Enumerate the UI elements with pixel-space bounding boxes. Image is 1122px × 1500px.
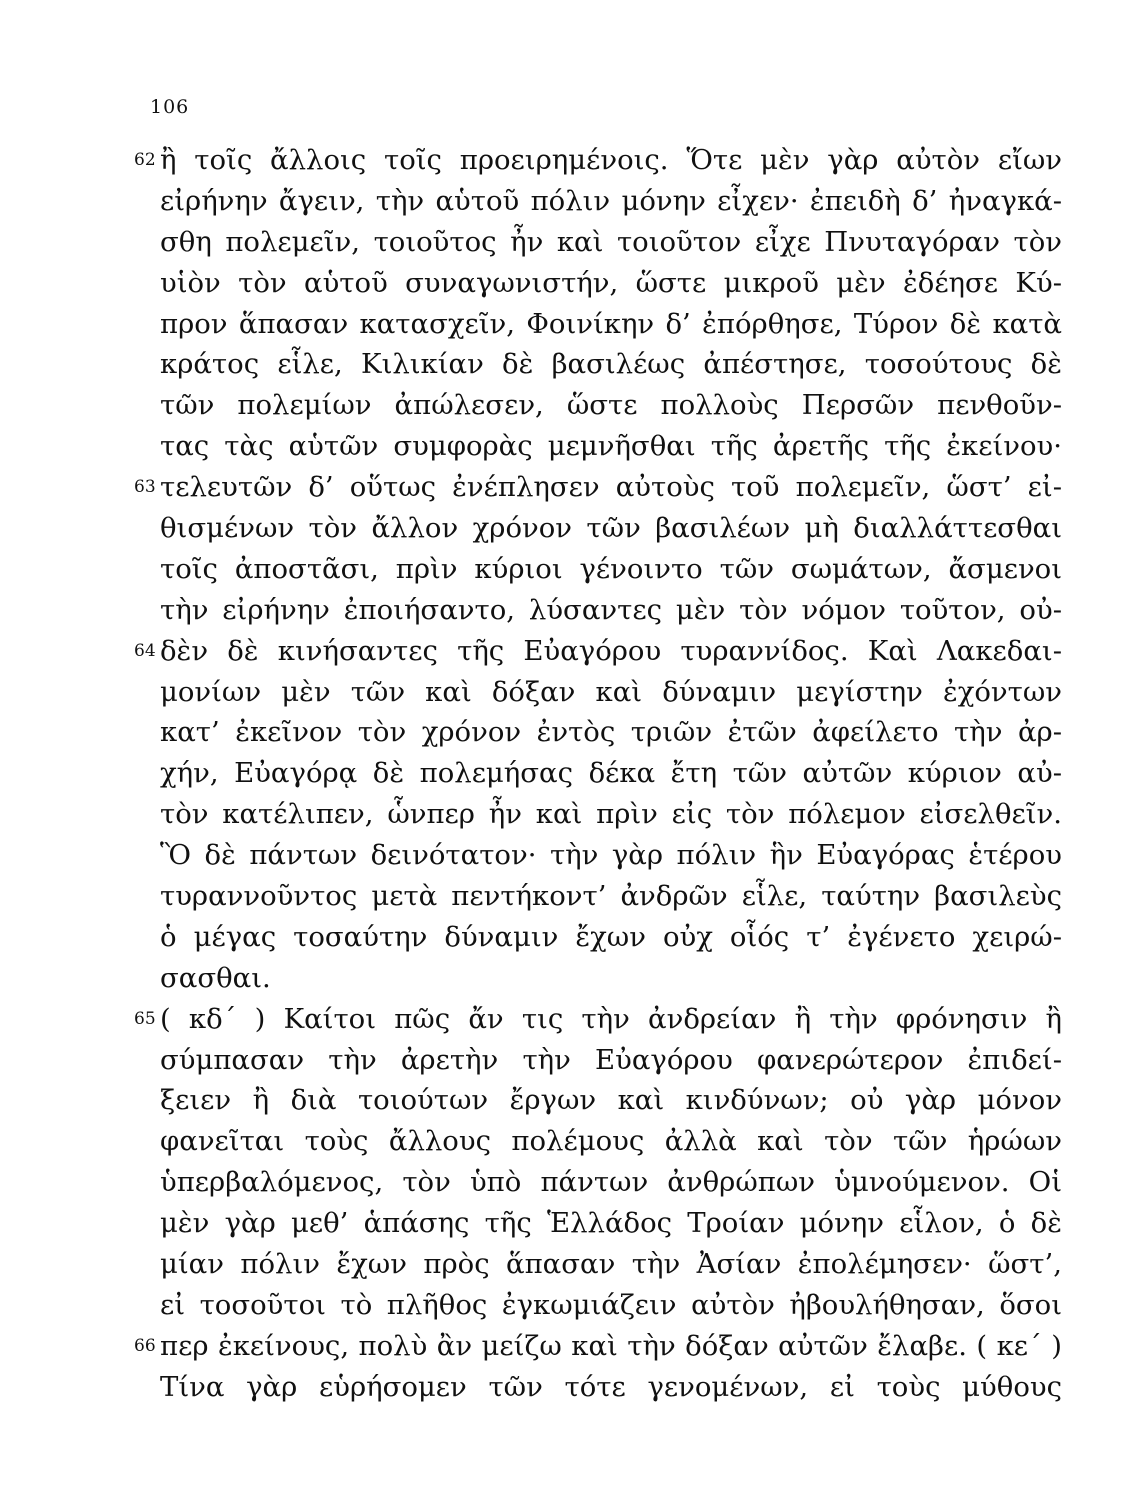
text-block [134,140,1062,1408]
section-number: 64 [134,640,156,661]
text-line [160,1080,1062,1121]
text-line [160,508,1062,549]
text-line [160,794,1062,835]
line-text: ξειεν ἢ διὰ τοιούτων ἔργων καὶ κινδύνων; οὐ γὰρ μόνον [160,1084,1062,1117]
text-line [160,1040,1062,1081]
line-text: ὁ μέγας τοσαύτην δύναμιν ἔχων οὐχ οἷός τ’ ἐγένετο χειρώ- [160,920,1062,953]
text-line [160,426,1062,467]
line-text: τελευτῶν δ’ οὕτως ἐνέπλησεν αὐτοὺς τοῦ πολεμεῖν, ὥστ’ εἰ- [160,471,1062,504]
text-line [160,304,1062,345]
line-text: ὑπερβαλόμενος, τὸν ὑπὸ πάντων ἀνθρώπων ὑμνούμενον. Οἱ [160,1166,1062,1199]
section-number: 63 [134,477,156,498]
line-text: προν ἅπασαν κατασχεῖν, Φοινίκην δ’ ἐπόρθησε, Τύρον δὲ κατὰ [160,307,1062,340]
line-text: φανεῖται τοὺς ἄλλους πολέμους ἀλλὰ καὶ τὸν τῶν ἡρώων [160,1125,1062,1158]
line-text: εἰρήνην ἄγειν, τὴν αὑτοῦ πόλιν μόνην εἶχεν· ἐπειδὴ δ’ ἠναγκά- [160,184,1062,217]
line-text: χήν, Εὐαγόρᾳ δὲ πολεμήσας δέκα ἔτη τῶν αὐτῶν κύριον αὐ- [160,757,1062,790]
line-text: δὲν δὲ κινήσαντες τῆς Εὐαγόρου τυραννίδος. Καὶ Λακεδαι- [160,634,1062,667]
line-text: σθη πολεμεῖν, τοιοῦτος ἦν καὶ τοιοῦτον εἶχε Πνυταγόραν τὸν [160,225,1062,258]
text-line [160,1244,1062,1285]
text-line [160,263,1062,304]
text-line [160,712,1062,753]
line-text: τῶν πολεμίων ἀπώλεσεν, ὥστε πολλοὺς Περσῶν πενθοῦν- [160,389,1062,422]
line-text: τὴν εἰρήνην ἐποιήσαντο, λύσαντες μὲν τὸν νόμον τοῦτον, οὐ- [160,593,1062,626]
text-line [160,1203,1062,1244]
text-line [134,140,1062,181]
text-line [160,590,1062,631]
text-line [160,222,1062,263]
text-line [160,835,1062,876]
line-text: κατ’ ἐκεῖνον τὸν χρόνον ἐντὸς τριῶν ἐτῶν ἀφείλετο τὴν ἀρ- [160,716,1062,749]
text-line [160,549,1062,590]
line-text: Τίνα γὰρ εὑρήσομεν τῶν τότε γενομένων, εἰ τοὺς μύθους [160,1370,1062,1403]
text-line [160,876,1062,917]
text-line [134,631,1062,672]
section-number: 65 [134,1008,156,1029]
text-line [160,917,1062,958]
line-text: εἰ τοσοῦτοι τὸ πλῆθος ἐγκωμιάζειν αὐτὸν ἠβουλήθησαν, ὅσοι [160,1288,1062,1321]
text-line [160,344,1062,385]
text-line [160,1367,1062,1408]
line-text: μίαν πόλιν ἔχων πρὸς ἅπασαν τὴν Ἀσίαν ἐπολέμησεν· ὥστ’, [160,1248,1062,1281]
text-line [134,999,1062,1040]
text-line [160,385,1062,426]
text-line [160,181,1062,222]
text-line [160,672,1062,713]
text-line [134,1326,1062,1367]
line-text: σασθαι. [160,961,271,994]
line-text: τοῖς ἀποστᾶσι, πρὶν κύριοι γένοιντο τῶν σωμάτων, ἄσμενοι [160,552,1062,585]
line-text: θισμένων τὸν ἄλλον χρόνον τῶν βασιλέων μὴ διαλλάττεσθαι [160,512,1062,545]
line-text: τας τὰς αὑτῶν συμφορὰς μεμνῆσθαι τῆς ἀρετῆς τῆς ἐκείνου· [160,430,1062,463]
line-text: σύμπασαν τὴν ἀρετὴν τὴν Εὐαγόρου φανερώτερον ἐπιδεί- [160,1043,1062,1076]
line-text: υἱὸν τὸν αὑτοῦ συναγωνιστήν, ὥστε μικροῦ μὲν ἐδέησε Κύ- [160,266,1062,299]
text-line [160,1121,1062,1162]
text-line [160,1162,1062,1203]
text-line [160,1285,1062,1326]
line-text: τὸν κατέλιπεν, ὧνπερ ἦν καὶ πρὶν εἰς τὸν πόλεμον εἰσελθεῖν. [160,798,1062,831]
text-line [160,958,1062,999]
line-text: μονίων μὲν τῶν καὶ δόξαν καὶ δύναμιν μεγίστην ἐχόντων [160,675,1062,708]
line-text: Ὃ δὲ πάντων δεινότατον· τὴν γὰρ πόλιν ἣν Εὐαγόρας ἑτέρου [160,839,1062,872]
line-text: τυραννοῦντος μετὰ πεντήκοντ’ ἀνδρῶν εἷλε, ταύτην βασιλεὺς [160,880,1062,913]
line-text: μὲν γὰρ μεθ’ ἁπάσης τῆς Ἑλλάδος Τροίαν μόνην εἷλον, ὁ δὲ [160,1207,1062,1240]
section-number: 62 [134,150,156,170]
text-line [160,753,1062,794]
line-text: κράτος εἷλε, Κιλικίαν δὲ βασιλέως ἀπέστησε, τοσούτους δὲ [160,348,1062,381]
page-number: 106 [150,96,190,118]
text-line [134,467,1062,508]
line-text: περ ἐκείνους, πολὺ ἂν μείζω καὶ τὴν δόξαν αὐτῶν ἔλαβε. ( κε΄ ) [160,1329,1062,1362]
section-number: 66 [134,1335,156,1356]
line-text: ἢ τοῖς ἄλλοις τοῖς προειρημένοις. Ὅτε μὲν γὰρ αὐτὸν εἴων [160,144,1062,176]
line-text: ( κδ΄ ) Καίτοι πῶς ἄν τις τὴν ἀνδρείαν ἢ τὴν φρόνησιν ἢ [160,1002,1062,1035]
